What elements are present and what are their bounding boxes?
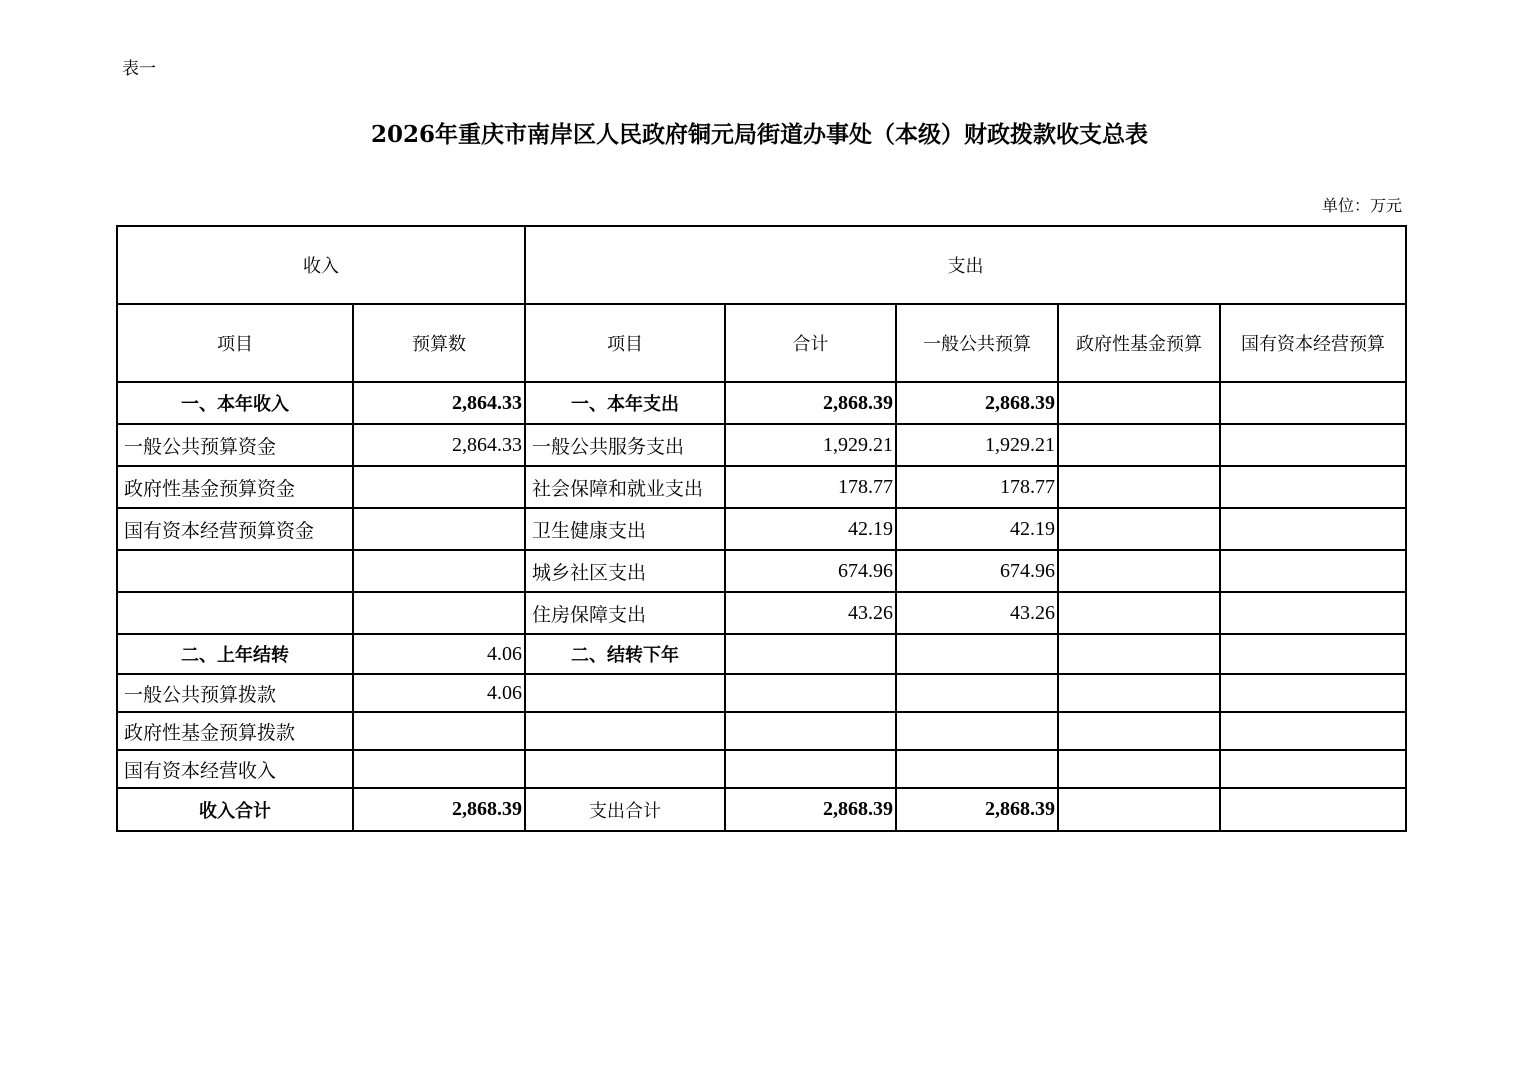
income-group-header: 收入 <box>117 226 525 304</box>
gov-fund-budget-cell <box>1058 634 1220 674</box>
income-item-cell: 一般公共预算拨款 <box>117 674 353 712</box>
header-income-item: 项目 <box>117 304 353 382</box>
page-title: 2026年重庆市南岸区人民政府铜元局街道办事处（本级）财政拨款收支总表 <box>370 121 1148 148</box>
gov-fund-budget-cell <box>1058 750 1220 788</box>
gov-fund-budget-cell <box>1058 674 1220 712</box>
column-header-row <box>117 304 1406 382</box>
general-budget-cell <box>896 634 1058 674</box>
table-row <box>117 424 1406 466</box>
header-general-budget: 一般公共预算 <box>896 304 1058 382</box>
income-item-cell <box>117 550 353 592</box>
group-header-row <box>117 226 1406 304</box>
income-budget-cell <box>353 750 525 788</box>
state-capital-budget-cell <box>1220 508 1406 550</box>
income-budget-cell <box>353 712 525 750</box>
expense-item-cell: 二、结转下年 <box>525 634 725 674</box>
expense-total-cell <box>725 674 896 712</box>
income-item-cell: 国有资本经营预算资金 <box>117 508 353 550</box>
totals-row <box>117 788 1406 831</box>
expense-item-cell: 社会保障和就业支出 <box>525 466 725 508</box>
income-budget-cell <box>353 508 525 550</box>
expense-item-cell: 卫生健康支出 <box>525 508 725 550</box>
gov-fund-budget-cell <box>1058 466 1220 508</box>
expense-total-cell <box>725 712 896 750</box>
budget-table <box>116 225 1407 832</box>
state-capital-budget-cell <box>1220 550 1406 592</box>
income-item-cell: 政府性基金预算资金 <box>117 466 353 508</box>
state-capital-budget-cell <box>1220 634 1406 674</box>
income-item-cell: 政府性基金预算拨款 <box>117 712 353 750</box>
table-row <box>117 550 1406 592</box>
general-budget-cell <box>896 750 1058 788</box>
header-expense-total: 合计 <box>725 304 896 382</box>
state-capital-budget-cell <box>1220 750 1406 788</box>
expense-gov-fund-total-value <box>1058 788 1220 831</box>
general-budget-cell <box>896 712 1058 750</box>
sheet-label: 表一 <box>122 59 156 79</box>
income-item-cell <box>117 592 353 634</box>
state-capital-budget-cell <box>1220 382 1406 424</box>
expense-total-cell: 42.19 <box>725 508 896 550</box>
table-row <box>117 592 1406 634</box>
table-row <box>117 674 1406 712</box>
income-budget-cell <box>353 466 525 508</box>
expense-total-cell: 2,868.39 <box>725 382 896 424</box>
table-row <box>117 508 1406 550</box>
general-budget-cell: 178.77 <box>896 466 1058 508</box>
table-row <box>117 382 1406 424</box>
expense-total-label: 支出合计 <box>525 788 725 831</box>
general-budget-cell: 2,868.39 <box>896 382 1058 424</box>
state-capital-budget-cell <box>1220 712 1406 750</box>
income-budget-cell <box>353 592 525 634</box>
expense-item-cell: 住房保障支出 <box>525 592 725 634</box>
state-capital-budget-cell <box>1220 466 1406 508</box>
income-item-cell: 一、本年收入 <box>117 382 353 424</box>
expense-group-header: 支出 <box>525 226 1406 304</box>
table-row <box>117 466 1406 508</box>
state-capital-budget-cell <box>1220 592 1406 634</box>
income-budget-cell <box>353 550 525 592</box>
state-capital-budget-cell <box>1220 424 1406 466</box>
general-budget-cell <box>896 674 1058 712</box>
gov-fund-budget-cell <box>1058 592 1220 634</box>
gov-fund-budget-cell <box>1058 712 1220 750</box>
expense-total-cell: 674.96 <box>725 550 896 592</box>
general-budget-cell: 42.19 <box>896 508 1058 550</box>
table-row <box>117 634 1406 674</box>
income-item-cell: 一般公共预算资金 <box>117 424 353 466</box>
expense-item-cell: 一、本年支出 <box>525 382 725 424</box>
expense-item-cell <box>525 674 725 712</box>
expense-total-cell: 178.77 <box>725 466 896 508</box>
table-row <box>117 750 1406 788</box>
income-budget-cell: 4.06 <box>353 674 525 712</box>
table-row <box>117 712 1406 750</box>
gov-fund-budget-cell <box>1058 424 1220 466</box>
expense-item-cell <box>525 712 725 750</box>
expense-item-cell: 一般公共服务支出 <box>525 424 725 466</box>
expense-total-cell <box>725 750 896 788</box>
gov-fund-budget-cell <box>1058 382 1220 424</box>
header-gov-fund-budget: 政府性基金预算 <box>1058 304 1220 382</box>
gov-fund-budget-cell <box>1058 508 1220 550</box>
income-total-label: 收入合计 <box>117 788 353 831</box>
general-budget-cell: 43.26 <box>896 592 1058 634</box>
gov-fund-budget-cell <box>1058 550 1220 592</box>
expense-total-cell: 1,929.21 <box>725 424 896 466</box>
income-item-cell: 二、上年结转 <box>117 634 353 674</box>
expense-state-capital-total-value <box>1220 788 1406 831</box>
income-budget-cell: 4.06 <box>353 634 525 674</box>
expense-item-cell: 城乡社区支出 <box>525 550 725 592</box>
expense-total-cell: 43.26 <box>725 592 896 634</box>
unit-label: 单位：万元 <box>1321 196 1402 215</box>
expense-item-cell <box>525 750 725 788</box>
income-budget-cell: 2,864.33 <box>353 382 525 424</box>
expense-total-value: 2,868.39 <box>725 788 896 831</box>
header-income-budget: 预算数 <box>353 304 525 382</box>
state-capital-budget-cell <box>1220 674 1406 712</box>
header-expense-item: 项目 <box>525 304 725 382</box>
expense-general-total-value: 2,868.39 <box>896 788 1058 831</box>
income-total-value: 2,868.39 <box>353 788 525 831</box>
income-budget-cell: 2,864.33 <box>353 424 525 466</box>
general-budget-cell: 1,929.21 <box>896 424 1058 466</box>
header-state-capital-budget: 国有资本经营预算 <box>1220 304 1406 382</box>
income-item-cell: 国有资本经营收入 <box>117 750 353 788</box>
expense-total-cell <box>725 634 896 674</box>
general-budget-cell: 674.96 <box>896 550 1058 592</box>
